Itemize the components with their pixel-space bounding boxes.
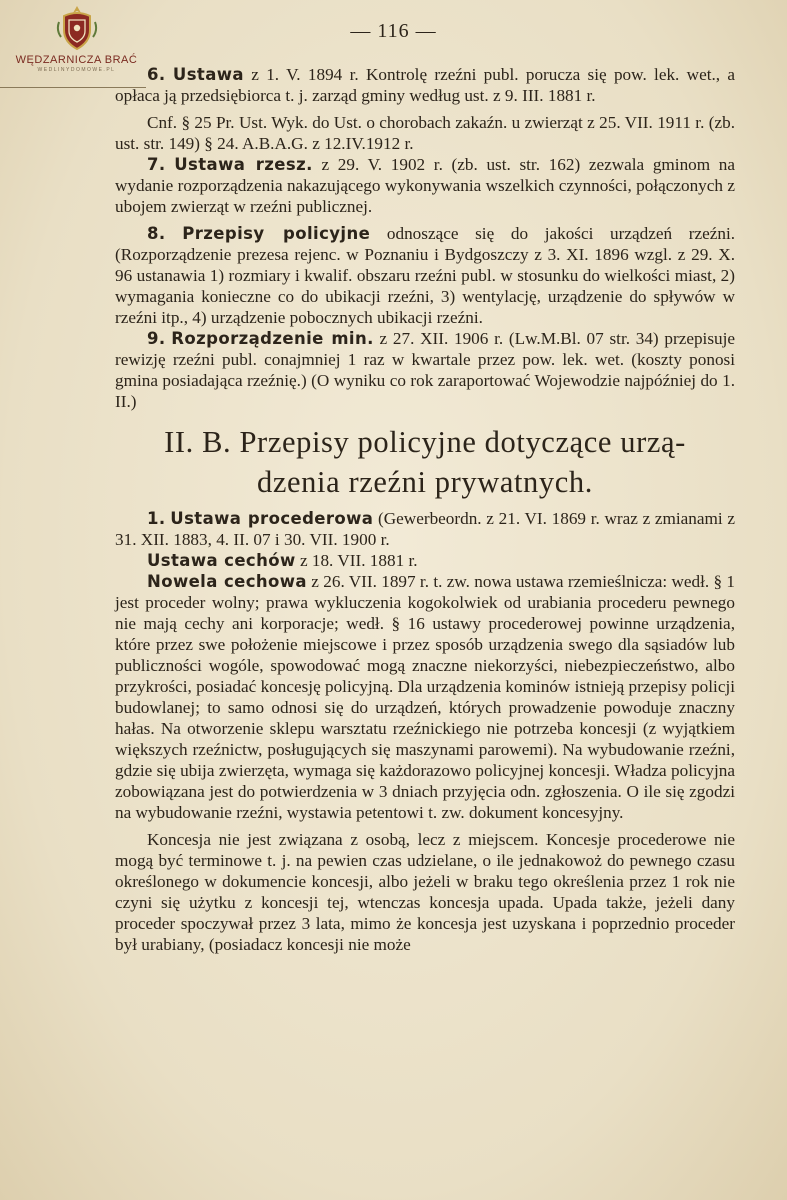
paragraph-number: 8.	[147, 224, 166, 243]
section-paragraph-koncesja	[115, 829, 735, 955]
paragraph-keyword: Ustawa rzesz.	[174, 155, 313, 174]
section-paragraph-cechow	[115, 550, 735, 571]
paragraph-number: 7.	[147, 155, 166, 174]
paragraph-number: 1.	[147, 509, 166, 528]
paragraph-keyword: Nowela cechowa	[147, 572, 307, 591]
paragraph-keyword: Ustawa cechów	[147, 551, 296, 570]
paragraph-text: z 26. VII. 1897 r. t. zw. nowa ustawa rzemieślnicza: wedł. § 1 jest proceder wolny; prawa wykluczenia kogokolwiek od urabiania procederu pewnego nie mają cechy ani korporacje; wedł. § 16 ustawy procederowej powinne urządzenia, które przez swe położenie miejscowe i przez sposób urządzenia swego dla sąsiadów lub publiczności wogóle, spowodować mogą znaczne niekorzyści, niebezpieczeństwo, albo przykrości, posiadać koncesję policyjną. Dla urządzenia kominów istnieją przepisy policji budowlanej; to samo odnosi się do urządzeń, których prowadzenie powoduje znaczny hałas. Na otworzenie sklepu warsztatu rzeźnickiego nie potrzeba koncesji (z wyjątkiem większych rzeźnictw, posługujących się maszynami parowemi). Na wybudowanie rzeźni, gdzie się ubija zwierzęta, wymaga się każdorazowo policyjnej koncesji. Władza policyjna zobowiązana jest do potwierdzenia w 3 dniach przyjęcia odn. zgłoszenia. O ile się zgodzi na wybudowanie rzeźni, wystawia petentowi t. zw. dokument koncesyjny.	[115, 572, 736, 822]
paragraph-text: odnoszące się do jakości urządzeń rzeźni. (Rozporządzenie prezesa rejenc. w Poznaniu i Bydgoszczy z 3. XI. 1896 wzgl. z 29. X. 96 ustanawia 1) rozmiary i kwalif. obszaru rzeźni publ. w stosunku do wielkości miast, 2) wymagania konieczne co do ubikacji rzeźni, 3) wentylację, urządzenie do spływów w rzeźni itp., 4) urządzenie pobocznych ubikacji rzeźni.	[115, 224, 736, 327]
paragraph-6	[115, 64, 735, 106]
page-number: — 116 —	[350, 20, 437, 42]
paragraph-keyword: Ustawa	[172, 65, 244, 84]
paragraph-keyword: Rozporządzenie min.	[171, 329, 374, 348]
paragraph-text: z 29. V. 1902 r. (zb. ust. str. 162) zezwala gminom na wydanie rozporządzenia nakazującego wykonywania wszelkich czynności, połączonych z ubojem zwierząt w rzeźni publicznej.	[115, 155, 736, 216]
paragraph-8	[115, 223, 735, 328]
paragraph-text: z 27. XII. 1906 r. (Lw.M.Bl. 07 str. 34) przepisuje rewizję rzeźni publ. conajmniej 1 raz w kwartale przez pow. lek. wet. (koszty ponosi gmina posiadająca rzeźnię.) (O wyniku co rok zaraportować Wojewodzie najpóźniej do 1. II.)	[115, 329, 736, 411]
paragraph-keyword: Przepisy policyjne	[182, 224, 371, 243]
paragraph-number: 9.	[147, 329, 166, 348]
paragraph-9	[115, 328, 735, 412]
paragraph-text: z 1. V. 1894 r. Kontrolę rzeźni publ. porucza się pow. lek. wet., a opłaca ją przedsiębiorca t. j. zarząd gminy według ust. z 9. III. 1881 r.	[115, 65, 736, 105]
section-heading-line-2: dzenia rzeźni prywatnych.	[257, 465, 593, 499]
paragraph-text: (Gewerbeordn. z 21. VI. 1869 r. wraz z zmianami z 31. XII. 1883, 4. II. 07 i 30. VII. 1900 r.	[115, 509, 736, 549]
paragraph-text: z 18. VII. 1881 r.	[299, 551, 418, 570]
paragraph-keyword: Ustawa procederowa	[170, 509, 374, 528]
paragraph-cnf	[115, 112, 735, 154]
section-paragraph-nowela	[115, 571, 735, 823]
page-body	[115, 64, 735, 955]
paragraph-text: Koncesja nie jest związana z osobą, lecz z miejscem. Koncesje procederowe nie mogą być terminowe t. j. na pewien czas udzielane, o ile jednakowoż do pewnego czasu określonego w dokumencie koncesji, albo jeżeli w braku tego określenia przez 1 rok nie czyni się użytku z koncesji tej, wtenczas koncesja upada. Upada także, jeżeli dany proceder spoczywał przez 3 lata, mimo że koncesja jest uzyskana i poprzednio proceder był urabiany, (posiadacz koncesji nie może	[115, 830, 735, 954]
watermark-brand-name: WĘDZARNICZA BRAĆ	[15, 54, 138, 66]
paragraph-text: Cnf. § 25 Pr. Ust. Wyk. do Ust. o chorobach zakaźn. u zwierząt z 25. VII. 1911 r. (zb. ust. str. 149) § 24. A.B.A.G. z 12.IV.1912 r.	[115, 113, 735, 153]
section-heading-line-1: II. B. Przepisy policyjne dotyczące urzą-	[164, 425, 686, 459]
watermark-website: WEDLINYDOMOWE.PL	[37, 67, 116, 73]
paragraph-number: 6.	[147, 65, 166, 84]
paragraph-7	[115, 154, 735, 217]
section-heading	[115, 422, 735, 502]
section-paragraph-1	[115, 508, 735, 550]
